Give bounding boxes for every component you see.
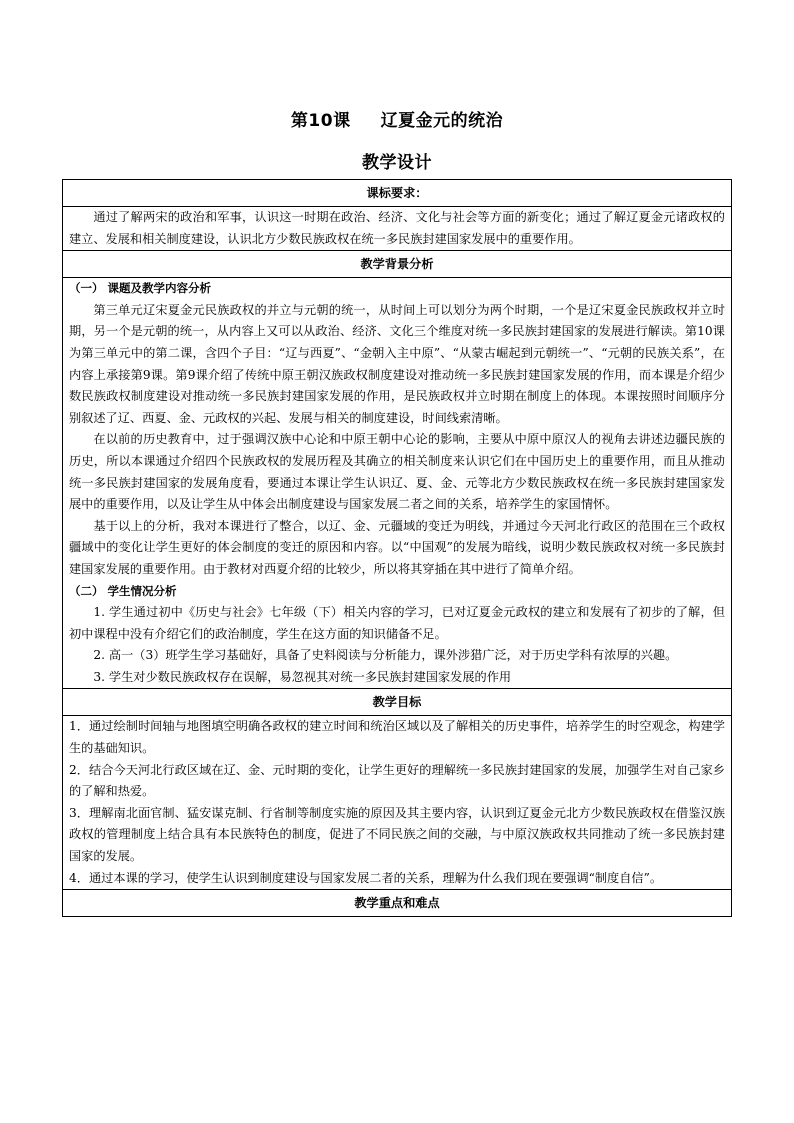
student-item-3: 3. 学生对少数民族政权存在误解，易忽视其对统一多民族封建国家发展的作用 <box>93 669 512 684</box>
student-analysis-heading: （二） 学生情况分析 <box>69 583 177 598</box>
background-header: 教学背景分析 <box>63 251 732 278</box>
goal-item-4: 4．通过本课的学习，使学生认识到制度建设与国家发展二者的关系，理解为什么我们现在要强调“制度自信”。 <box>69 870 663 885</box>
standard-text: 通过了解两宋的政治和军事，认识这一时期在政治、经济、文化与社会等方面的新变化；通过了解辽夏金元诸政权的建立、发展和相关制度建设，认识北方少数民族政权在统一多民族封建国家发展中的重要作用。 <box>69 210 725 246</box>
content-paragraph-3: 基于以上的分析，我对本课进行了整合，以辽、金、元疆域的变迁为明线，并通过今天河北行政区的范围在三个政权疆域中的变化让学生更好的体会制度的变迁的原因和内容。以“中国观”的发展为暗线，说明少数民族政权对统一多民族封建国家发展的重要作用。由于教材对西夏介绍的比较少，所以将其穿插在其中进行了简单介绍。 <box>69 518 725 576</box>
lesson-name: 辽夏金元的统治 <box>380 111 504 131</box>
student-item-2: 2. 高一（3）班学生学习基础好，具备了史料阅读与分析能力，课外涉猎广泛，对于历史学科有浓厚的兴趣。 <box>93 648 678 663</box>
lesson-title <box>0 106 794 131</box>
goal-item-3: 3．理解南北面官制、猛安谋克制、行省制等制度实施的原因及其主要内容，认识到辽夏金元北方少数民族政权在借鉴汉族政权的管理制度上结合具有本民族特色的制度，促进了不同民族之间的交融，与中原汉族政权共同推动了统一多民族封建国家的发展。 <box>69 805 725 864</box>
background-cell <box>63 278 732 689</box>
standard-header: 课标要求： <box>63 180 732 207</box>
goal-item-2: 2．结合今天河北行政区域在辽、金、元时期的变化，让学生更好的理解统一多民族封建国家的发展，加强学生对自己家乡的了解和热爱。 <box>69 762 725 799</box>
lesson-plan-table <box>62 179 732 917</box>
document-subtitle: 教学设计 <box>362 153 432 173</box>
standard-cell <box>63 207 732 251</box>
goals-cell <box>63 716 732 890</box>
lesson-number: 第10课 <box>290 111 351 131</box>
content-analysis-heading: （一） 课题及教学内容分析 <box>69 281 212 296</box>
keypoints-header: 教学重点和难点 <box>63 890 732 917</box>
goal-item-1: 1．通过绘制时间轴与地图填空明确各政权的建立时间和统治区域以及了解相关的历史事件，培养学生的时空观念，构建学生的基础知识。 <box>69 719 725 756</box>
goals-header: 教学目标 <box>63 689 732 716</box>
content-paragraph-2: 在以前的历史教育中，过于强调汉族中心论和中原王朝中心论的影响，主要从中原中原汉人的视角去讲述边疆民族的历史，所以本课通过介绍四个民族政权的发展历程及其确立的相关制度来认识它们在中国历史上的重要作用，而且从推动统一多民族封建国家的发展角度看，要通过本课让学生认识辽、夏、金、元等北方少数民族政权在统一多民族封建国家发展中的重要作用，以及让学生从中体会出制度建设与国家发展二者之间的关系，培养学生的家国情怀。 <box>69 432 725 512</box>
content-paragraph-1: 第三单元辽宋夏金元民族政权的并立与元朝的统一，从时间上可以划分为两个时期，一个是辽宋夏金民族政权并立时期，另一个是元朝的统一，从内容上又可以从政治、经济、文化三个维度对统一多民族封建国家的发展进行解读。第10课为第三单元中的第二课，含四个子目：“辽与西夏”、“金朝入主中原”、“从蒙古崛起到元朝统一”、“元朝的民族关系”，在内容上承接第9课。第9课介绍了传统中原王朝汉族政权制度建设对推动统一多民族封建国家发展的作用，而本课是介绍少数民族政权制度建设对推动统一多民族封建国家发展的作用，是民族政权并立时期在制度上的体现。本课按照时间顺序分别叙述了辽、西夏、金、元政权的兴起、发展与相关的制度建设，时间线索清晰。 <box>69 302 725 425</box>
student-item-1: 1. 学生通过初中《历史与社会》七年级（下）相关内容的学习，已对辽夏金元政权的建立和发展有了初步的了解，但初中课程中没有介绍它们的政治制度，学生在这方面的知识储备不足。 <box>69 605 725 641</box>
